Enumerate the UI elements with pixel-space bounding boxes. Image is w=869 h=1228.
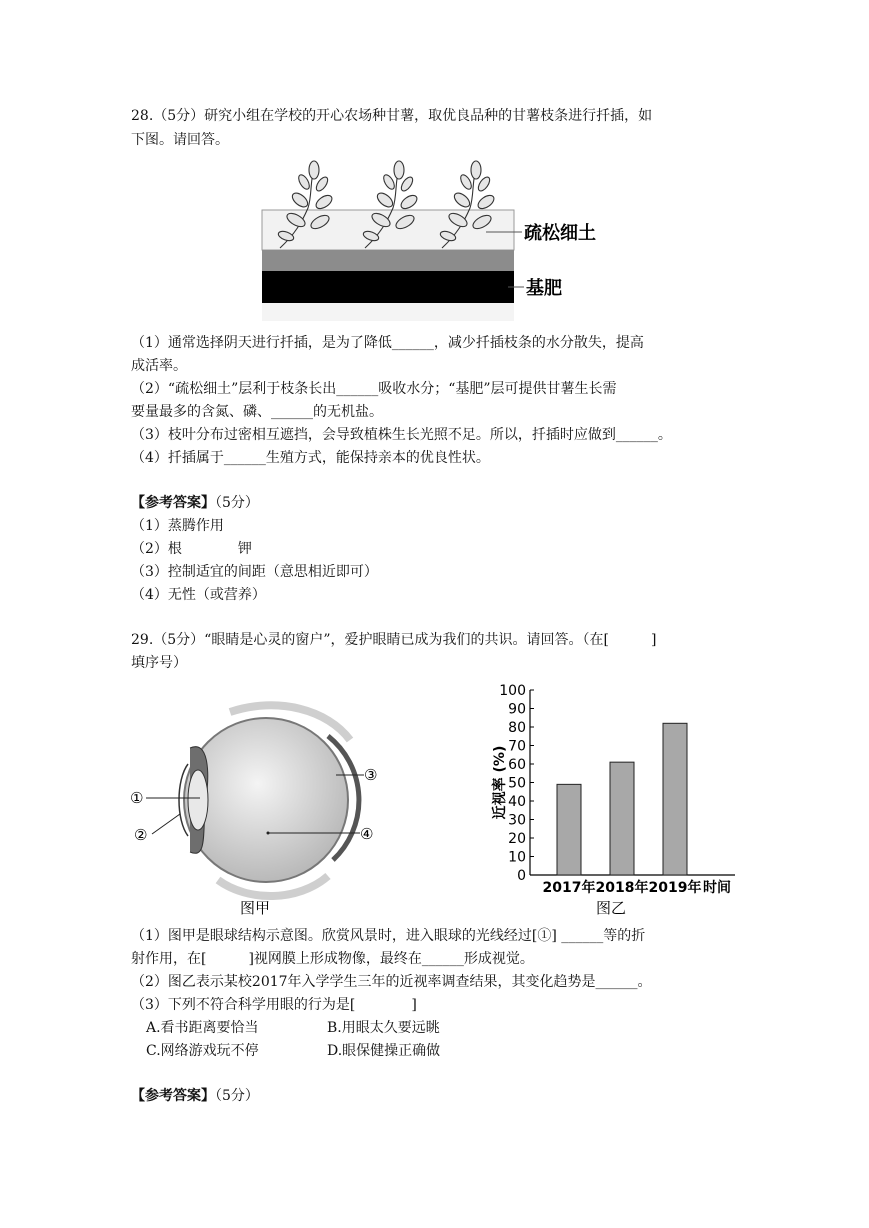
y-tick-label: 100	[499, 683, 526, 699]
q28-answer-header	[131, 493, 259, 513]
y-tick-label: 60	[508, 757, 526, 773]
q28-q2-line1: （2）“疏松细土”层利于枝条长出______吸收水分；“基肥”层可提供甘薯生长需	[131, 381, 617, 397]
q29-option-a: A.看书距离要恰当	[146, 1020, 259, 1036]
q28-q2-line2: 要量最多的含氮、磷、______的无机盐。	[131, 404, 383, 420]
q29-answer-header	[131, 1086, 259, 1106]
q29-q1-line1: （1）图甲是眼球结构示意图。欣赏风景时，进入眼球的光线经过[①] ______等的折	[131, 928, 646, 944]
fertilizer-layer-label: 基肥	[526, 278, 562, 299]
bar-0	[557, 784, 581, 875]
answer-title: 【参考答案】	[131, 495, 215, 511]
eye-label-4: ④	[360, 825, 374, 843]
x-axis-label: 时间	[703, 880, 731, 896]
q28-stem-line2: 下图。请回答。	[131, 132, 229, 148]
q28-q1-line1: （1）通常选择阴天进行扦插，是为了降低______，减少扦插枝条的水分散失，提高	[131, 335, 644, 351]
cutting-figure	[260, 160, 620, 326]
x-tick-label: 2017年	[542, 880, 596, 896]
q29-option-c: C.网络游戏玩不停	[146, 1043, 259, 1059]
q28-answer-2: （2）根 钾	[131, 541, 252, 557]
y-tick-label: 10	[508, 849, 526, 866]
q29-stem-line1: 29.（5分）“眼睛是心灵的窗户”，爱护眼睛已成为我们的共识。请回答。（在[ ]	[131, 632, 657, 648]
y-tick-label: 0	[517, 868, 526, 884]
q29-q3: （3）下列不符合科学用眼的行为是[ ]	[131, 997, 417, 1013]
y-axis-label: 近视率 (%)	[492, 745, 508, 820]
x-tick-label: 2019年	[648, 880, 702, 896]
y-tick-label: 90	[508, 701, 526, 718]
y-tick-label: 40	[508, 794, 526, 810]
q28-stem-line1: 28.（5分）研究小组在学校的开心农场种甘薯，取优良品种的甘薯枝条进行扦插，如	[131, 108, 653, 124]
myopia-rate-chart	[490, 680, 745, 920]
y-tick-label: 80	[508, 720, 526, 736]
figure-a-caption: 图甲	[240, 899, 271, 917]
x-tick-label: 2018年	[595, 880, 649, 896]
soil-layer-label: 疏松细土	[524, 223, 596, 244]
q29-q2: （2）图乙表示某校2017年入学学生三年的近视率调查结果，其变化趋势是______。	[131, 974, 652, 990]
y-tick-label: 30	[508, 812, 526, 829]
q29-stem-line2: 填序号）	[131, 655, 187, 671]
y-tick-label: 20	[508, 831, 526, 847]
y-tick-label: 50	[508, 775, 526, 792]
q28-q1-line2: 成活率。	[131, 358, 187, 374]
q28-answer-4: （4）无性（或营养）	[131, 587, 266, 603]
answer-score: （5分）	[215, 1088, 259, 1104]
eye-label-2: ②	[134, 826, 148, 844]
q28-answer-1: （1）蒸腾作用	[131, 518, 224, 534]
answer-score: （5分）	[215, 495, 259, 511]
eye-label-1: ①	[130, 789, 144, 807]
q29-option-b: B.用眼太久要远眺	[327, 1020, 440, 1036]
q28-q3: （3）枝叶分布过密相互遮挡，会导致植株生长光照不足。所以，扦插时应做到______。	[131, 427, 672, 443]
y-tick-label: 70	[508, 738, 526, 755]
answer-title: 【参考答案】	[131, 1088, 215, 1104]
q28-answer-3: （3）控制适宜的间距（意思相近即可）	[131, 564, 378, 580]
q28-q4: （4）扦插属于______生殖方式，能保持亲本的优良性状。	[131, 450, 490, 466]
q29-option-d: D.眼保健操正确做	[327, 1043, 441, 1059]
bar-2	[663, 723, 687, 875]
eye-label-3: ③	[364, 766, 378, 784]
bar-1	[610, 762, 634, 875]
figure-b-caption: 图乙	[596, 899, 627, 917]
q29-q1-line2: 射作用，在[ ]视网膜上形成物像，最终在______形成视觉。	[131, 951, 534, 967]
eye-structure-figure	[128, 690, 388, 922]
